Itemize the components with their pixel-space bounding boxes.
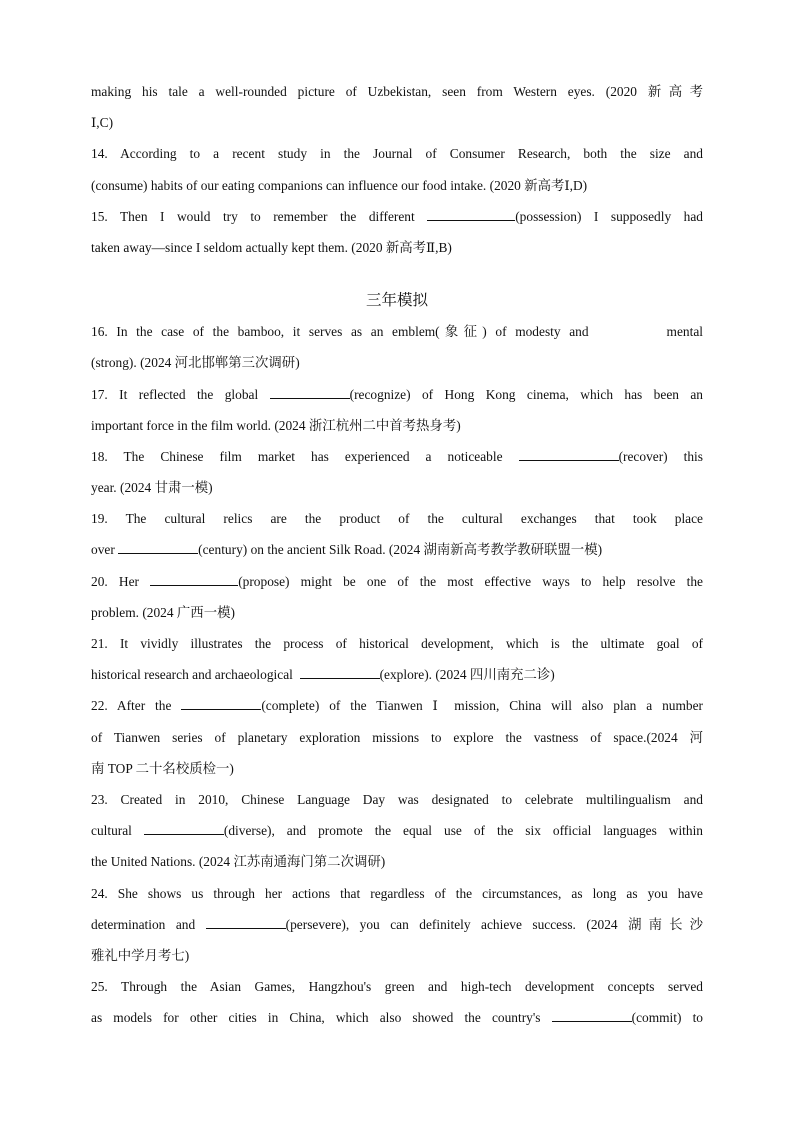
question-14: 14. According to a recent study in the Journal of Consumer Research, both the size and — [91, 146, 703, 162]
question-21: 21. It vividly illustrates the process of historical development, which is the ultimate goal of — [91, 636, 703, 651]
answer-blank[interactable] — [181, 697, 261, 710]
question-22 — [91, 690, 703, 721]
text-segment: mental — [666, 324, 703, 340]
text-line — [91, 534, 703, 565]
text-segment: (commit) to — [631, 1010, 703, 1026]
document-page — [91, 76, 703, 1033]
text-segment: as models for other cities in China, which also showed the country's — [91, 1010, 541, 1026]
question-17 — [91, 379, 703, 410]
text-segment: (century) on the ancient Silk Road. (2024 湖南新高考教学教研联盟一模) — [198, 542, 603, 558]
text-segment: (diverse), and promote the equal use of the six official languages within — [223, 823, 703, 839]
text-line: the United Nations. (2024 江苏南通海门第二次调研) — [91, 854, 386, 870]
answer-blank[interactable] — [552, 1009, 632, 1022]
answer-blank[interactable] — [206, 916, 286, 929]
answer-blank[interactable] — [144, 822, 224, 835]
text-segment: 16. In the case of the bamboo, it serves as an emblem(象征) of modesty and — [91, 324, 589, 340]
question-15 — [91, 201, 703, 232]
text-segment: (recover) this — [618, 448, 703, 464]
question-18 — [91, 441, 703, 472]
question-24: 24. She shows us through her actions that regardless of the circumstances, as long as you have — [91, 885, 703, 901]
text-segment: (complete) of the Tianwen Ⅰ mission, China will also plan a number — [261, 698, 703, 714]
text-segment: 18. The Chinese film market has experienced a noticeable — [91, 448, 503, 464]
text-segment: 15. Then I would try to remember the different — [91, 208, 415, 224]
text-line: of Tianwen series of planetary exploration missions to explore the vastness of space.(2024 河 — [91, 729, 703, 745]
text-segment: (persevere), you can definitely achieve success. (2024 湖南长沙 — [285, 916, 703, 932]
text-segment: (possession) I supposedly had — [515, 208, 703, 224]
text-segment: 17. It reflected the global — [91, 386, 259, 402]
question-25: 25. Through the Asian Games, Hangzhou's green and high-tech development concepts served — [91, 979, 703, 995]
answer-blank[interactable] — [118, 541, 198, 554]
question-23: 23. Created in 2010, Chinese Language Day was designated to celebrate multilingualism and — [91, 791, 703, 807]
text-line: making his tale a well-rounded picture of Uzbekistan, seen from Western eyes. (2020 新高考 — [91, 84, 703, 99]
text-line: year. (2024 甘肃一模) — [91, 480, 213, 496]
text-segment: determination and — [91, 916, 196, 932]
question-20 — [91, 566, 703, 597]
text-segment: (recognize) of Hong Kong cinema, which has been an — [349, 386, 704, 402]
question-19: 19. The cultural relics are the product of the cultural exchanges that took place — [91, 511, 703, 527]
text-line: 南 TOP 二十名校质检一) — [91, 760, 234, 776]
question-16 — [91, 316, 703, 347]
text-segment: cultural — [91, 823, 132, 839]
answer-blank[interactable] — [150, 573, 238, 586]
text-segment: (explore). (2024 四川南充二诊) — [379, 667, 555, 683]
text-line: 雅礼中学月考七) — [91, 947, 190, 963]
text-line: (consume) habits of our eating companions can influence our food intake. (2020 新高考Ⅰ,D) — [91, 177, 588, 193]
text-segment: (propose) might be one of the most effective ways to help resolve the — [238, 573, 703, 589]
text-segment: 20. Her — [91, 573, 139, 589]
text-line: (strong). (2024 河北邯郸第三次调研) — [91, 355, 300, 371]
answer-blank[interactable] — [270, 386, 350, 399]
text-line: problem. (2024 广西一模) — [91, 604, 235, 620]
text-line: Ⅰ,C) — [91, 115, 114, 131]
text-line — [91, 659, 703, 690]
section-title: 三年模拟 — [365, 291, 428, 310]
answer-blank[interactable] — [427, 208, 515, 221]
text-segment: historical research and archaeological — [91, 667, 293, 683]
text-line — [91, 815, 703, 846]
text-line — [91, 909, 703, 940]
text-line — [91, 1002, 703, 1033]
text-line: important force in the film world. (2024 浙江杭州二中首考热身考) — [91, 417, 461, 433]
text-line: taken away—since I seldom actually kept them. (2020 新高考Ⅱ,B) — [91, 239, 452, 255]
text-segment: 22. After the — [91, 698, 172, 714]
text-segment: over — [91, 542, 115, 558]
answer-blank[interactable] — [519, 448, 619, 461]
answer-blank[interactable] — [300, 666, 380, 679]
